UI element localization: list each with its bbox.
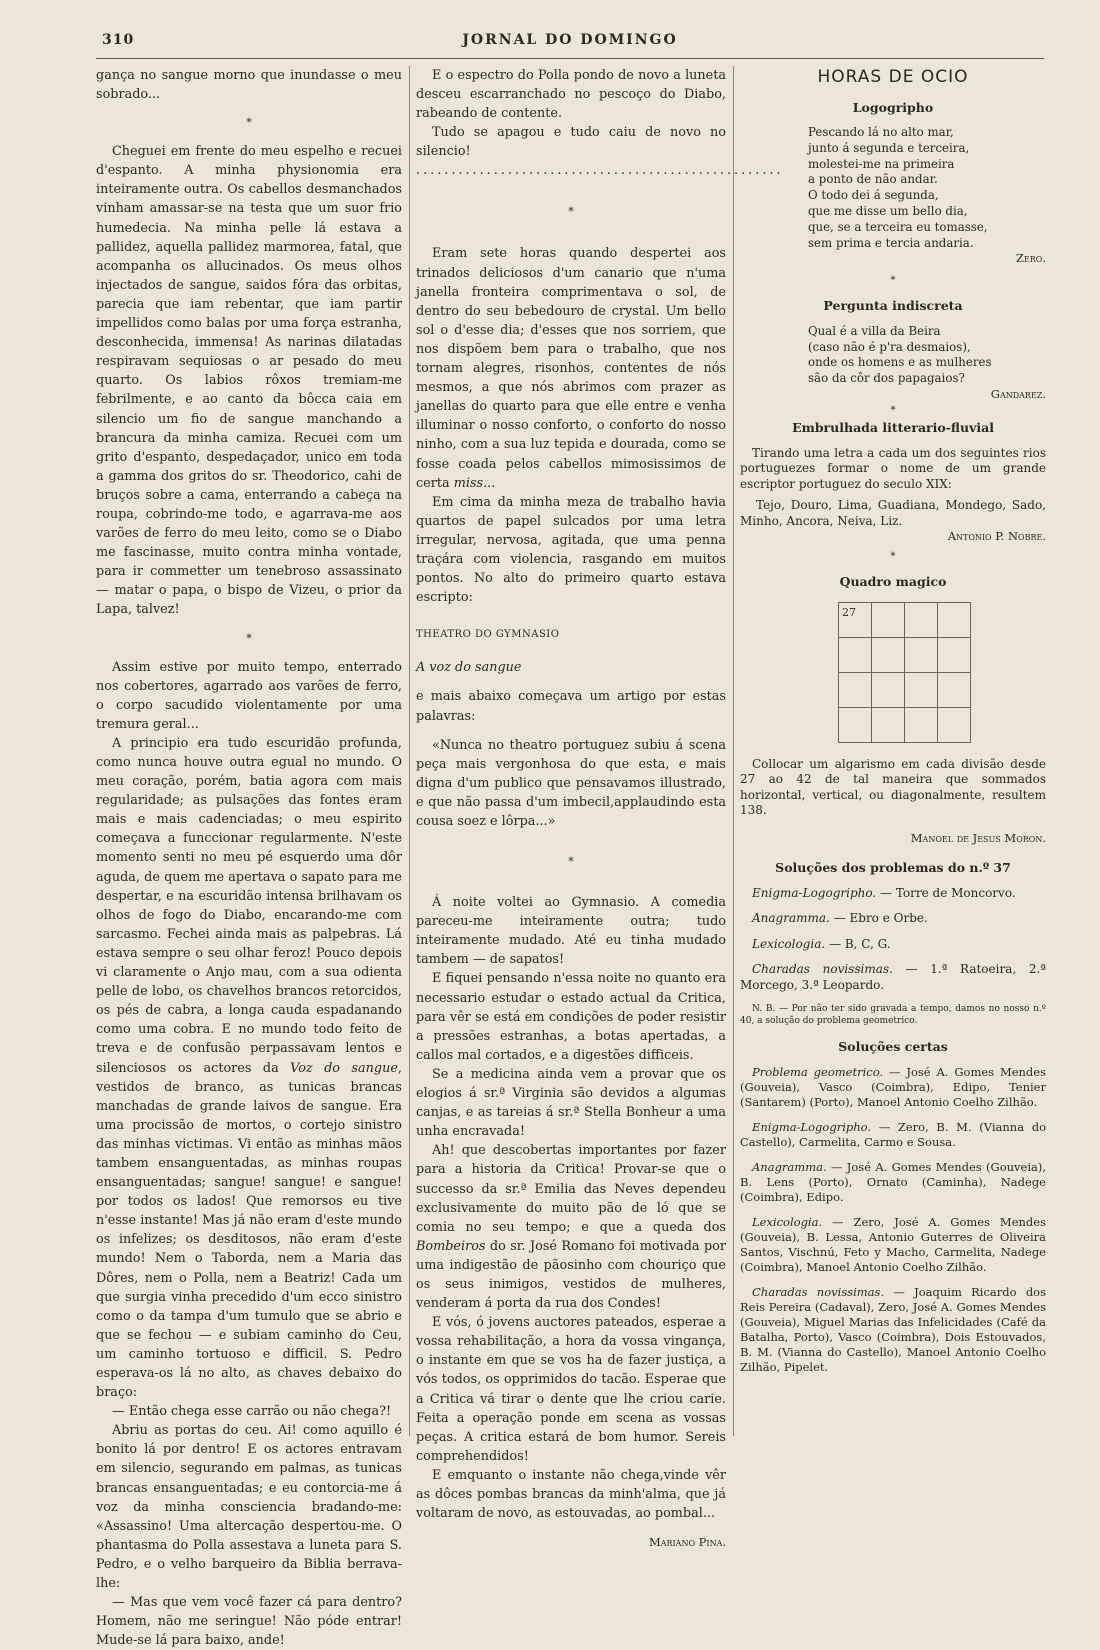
puzzle-title: Embrulhada litterario-fluvial (792, 420, 994, 436)
solution-label: Lexicologia. (752, 936, 826, 951)
solutions-list (740, 886, 1046, 1028)
paragraph: E fiquei pensando n'essa noite no quanto era necessario estudar o estado actual da Critica, para vêr se está em condições de poder resistir a pressões estranhas, a botas apertadas, a callos mal cortados, e a digestões difficeis. (416, 971, 726, 1063)
page-header (96, 30, 1044, 54)
verse-line: são da côr dos papagaios? (808, 371, 965, 386)
verse-line: que me disse um bello dia, (808, 203, 968, 218)
solution-text: — Ebro e Orbe. (833, 911, 928, 926)
paragraph: Tirando uma letra a cada um dos seguintes rios portuguezes formar o nome de um grande escriptor portuguez do seculo XIX: (740, 445, 1046, 491)
grid-cell (938, 602, 971, 637)
solution-label: Anagramma. (752, 911, 830, 926)
verse-line: que, se a terceira eu tomasse, (808, 219, 988, 234)
paragraph (416, 244, 726, 492)
solution-item (740, 911, 1046, 927)
solver-names: — Zero, B. M. (Vianna do Castello), Carmelita, Carmo e Sousa. (740, 1119, 1047, 1149)
solver-item (740, 1160, 1046, 1205)
puzzle-signature: Manoel de Jesus Moron. (910, 830, 1046, 845)
magic-square-grid (838, 602, 971, 743)
grid-cell (905, 707, 938, 742)
solution-text: — Torre de Moncorvo. (880, 885, 1016, 900)
puzzle-title: Logogripho (852, 99, 934, 115)
paragraph: Se a medicina ainda vem a provar que os elogios á sr.ª Virginia são devidos a algumas canjas, e as tareias á sr.ª Stella Bonheur a uma unha encravada! (416, 1066, 726, 1140)
solver-item (740, 1215, 1046, 1275)
puzzle-signature: Zero. (1015, 251, 1046, 266)
solver-item (740, 1065, 1046, 1110)
grid-cell (905, 637, 938, 672)
section-star: * (568, 205, 574, 219)
logogripho-verse (808, 125, 1046, 251)
paragraph: e mais abaixo começava um artigo por estas palavras: (416, 689, 726, 724)
paragraph: Collocar um algarismo em cada divisão desde 27 ao 42 de tal maneira que sommados horizontal, vertical, ou diagonalmente, resultem 138. (740, 756, 1046, 818)
puzzle-title: Quadro magico (839, 574, 947, 590)
paragraph (416, 1141, 726, 1313)
grid-cell (905, 602, 938, 637)
text-run: Eram sete horas quando despertei aos trinados deliciosos d'um canario que n'uma janella fronteira comprimentava o sol, de dentro do seu bebedouro de crystal. Um bello sol o d'esse dia; d'esses que nos sorriem, que nos dispõem bem para o trabalho, que nos tornam alegres, risonhos, contentes de nós mesmos, a que nós abrimos com prazer as janellas do quarto para que elle entre e venha illuminar o nosso conforto, o conforto do nosso ninho, com a sua luz tepida e dourada, como se fosse coada pelos cabellos mimosissimos de certa (416, 246, 726, 491)
column-divider (409, 66, 410, 1436)
paragraph: Tudo se apagou e tudo caiu de novo no silencio! (416, 125, 726, 160)
solution-label: Charadas novissimas. (752, 962, 893, 977)
grid-cell (938, 637, 971, 672)
grid-cell (905, 672, 938, 707)
solution-label: Charadas novissimas. (752, 1284, 885, 1299)
grid-cell (872, 672, 905, 707)
verse-line: junto á segunda e terceira, (808, 140, 970, 155)
section-star: * (890, 274, 896, 286)
puzzle-signature: Antonio P. Nobre. (947, 529, 1046, 544)
verse-line: a ponto de não andar. (808, 172, 938, 187)
play-title: Voz do sangue (290, 1060, 398, 1076)
text-run: A principio era tudo escuridão profunda, como nunca houve outra egual no mundo. O meu coração, porém, batia agora com mais regularidade; as pulsações das fontes eram mais e mais cadenciadas; o meu espirito começava a funccionar regularmente. N'este momento senti no meu pé esquerdo uma dôr aguda, de quem me apertava o sapato para me despertar, e na escuridão intensa brilhavam os olhos de fogo do Diabo, encarando-me com sarcasmo. Fechei ainda mais as palpebras. Lá estava sempre o seu olhar feroz! Pouco depois vi claramente o Anjo mau, com a sua odienta pelle de lobo, os chavelhos brancos retorcidos, os pés de cabra, a longa cauda espadanando como uma cobra. E no mundo todo feito de treva e de confusão perpassavam lentos e silenciosos os actores da (96, 735, 402, 1076)
verse-line: (caso não é p'ra desmaios), (808, 339, 971, 354)
paragraph: — Mas que vem você fazer cá para dentro? Homem, não me seringue! Não póde entrar! Mude-se lá para baixo, ande! (96, 1595, 402, 1649)
solution-label: Lexicologia. (752, 1214, 823, 1229)
verse-line: Pescando lá no alto mar, (808, 125, 954, 139)
solution-item (740, 962, 1046, 993)
paragraph: gança no sangue morno que inundasse o meu sobrado... (96, 68, 402, 103)
section-title: HORAS DE OCIO (817, 67, 969, 87)
verse-line: molestei-me na primeira (808, 156, 955, 171)
solution-label: Problema geometrico. (752, 1064, 884, 1079)
grid-cell (938, 707, 971, 742)
text-run: Ah! que descobertas importantes por fazer para a historia da Critica! Provar-se que o successo da sr.ª Emilia das Neves dependeu exclusivamente do muito pão de ló que se comia no seu tempo; e que a queda dos (416, 1143, 726, 1235)
grid-cell (872, 637, 905, 672)
solver-names: — Joaquim Ricardo dos Reis Pereira (Cadaval), Zero, José A. Gomes Mendes (Gouveia), Miguel Marias das Infelicidades (Café da Batalha, Porto), Vasco (Coimbra), Dois Estouvados, B. M. (Vianna do Castello), Manoel Antonio Coelho Zilhão, Pipelet. (740, 1284, 1047, 1374)
theatre-heading: THEATRO DO GYMNASIO (416, 629, 560, 641)
article-column-1 (96, 66, 402, 1650)
solver-item (740, 1285, 1046, 1375)
paragraph: Abriu as portas do ceu. Ai! como aquillo é bonito lá por dentro! E os actores entravam em silencio, segurando em palmas, as tunicas brancas ensanguentadas; e eu contorcia-me á voz da minha consciencia bradando-me: «Assassino! Uma altercação despertou-me. O phantasma do Polla assestava a luneta para S. Pedro, e o velho barqueiro da Biblia berrava-lhe: (96, 1423, 402, 1592)
article-column-2 (416, 66, 784, 1552)
solution-item (740, 886, 1046, 902)
grid-cell (872, 707, 905, 742)
italic-word: miss (453, 475, 484, 491)
page-number: 310 (102, 32, 135, 48)
solution-item (740, 937, 1046, 953)
section-star: * (246, 116, 252, 130)
author-signature: Mariano Pina. (648, 1535, 726, 1550)
play-title: A voz do sangue (416, 660, 522, 676)
correct-solvers-list (740, 1065, 1046, 1375)
paragraph: Em cima da minha meza de trabalho havia quartos de papel sulcados por uma letra irregular, nervosa, agitada, que uma penna traçára com violencia, rasgando em muitos pontos. No alto do primeiro quarto estava escripto: (416, 494, 726, 606)
grid-cell (938, 672, 971, 707)
solver-names: — Zero, José A. Gomes Mendes (Gouveia), B. Lessa, Antonio Guterres de Oliveira Santos, Vischnú, Feto y Macho, Carmelita, Nadege (Coimbra), Manoel Antonio Coelho Zilhão. (740, 1214, 1046, 1274)
grid-cell (839, 707, 872, 742)
solution-label: Anagramma. (752, 1159, 827, 1174)
grid-cell: 27 (839, 602, 872, 637)
solver-names: — José A. Gomes Mendes (Gouveia), B. Lens (Porto), Ornato (Caminha), Nadege (Coimbra), Edipo. (740, 1159, 1046, 1204)
solution-text: — 1.ª Ratoeira, 2.ª Morcego, 3.ª Leopardo. (740, 962, 1046, 992)
section-star: * (890, 550, 896, 562)
puzzle-signature: Gandarez. (990, 387, 1046, 402)
text-run: , vestidos de branco, as tunicas brancas manchadas de grande laivos de sangue. Era uma procissão de mortos, o cortejo sinistro das minhas victimas. Vi então as minhas mãos tambem ensanguentadas, as minhas roupas ensanguentadas; sangue! sangue! e sangue! por todos os lados! Que remorsos eu tive n'esse instante! Mas já não eram d'este mundo os infelizes; os desditosos, não eram d'este mundo! Nem o Taborda, nem a Maria das Dôres, nem o Polla, nem a Beatriz! Cada um que surgia vinha precedido d'um ecco sinistro como o da tampa d'um tumulo que se abrio e que se fechou — e subiam caminho do Ceu, um caminho tortuoso e difficil. S. Pedro esperava-os lá no alto, as chaves debaixo do braço: (96, 1060, 402, 1401)
puzzle-title: Pergunta indiscreta (823, 298, 963, 314)
verse-line: O todo dei á segunda, (808, 188, 939, 203)
nota-bene: N. B. — Por não ter sido gravada a tempo, damos no nosso n.º 40, a solução do problema geometrico. (740, 1004, 1046, 1027)
section-star: * (568, 855, 574, 869)
section-star: * (890, 404, 896, 416)
solutions-title: Soluções dos problemas do n.º 37 (775, 860, 1011, 876)
paragraph: E emquanto o instante não chega,vinde vêr as dôces pombas brancas da minh'alma, que já voltaram de novo, as estouvadas, ao pombal... (416, 1467, 726, 1522)
column-divider (733, 66, 734, 1436)
puzzles-column (740, 66, 1046, 1375)
verse-line: Qual é a villa da Beira (808, 323, 941, 338)
paragraph: Assim estive por muito tempo, enterrado nos cobertores, agarrado aos varões de ferro, o corpo sacudido violentamente por uma tremura geral... (96, 659, 402, 732)
solution-label: Enigma-Logogripho. (752, 1119, 872, 1134)
header-rule (96, 58, 1044, 59)
paragraph: E o espectro do Polla pondo de novo a luneta desceu escarranchado no pescoço do Diabo, rabeando de contente. (416, 68, 726, 122)
solver-names: — José A. Gomes Mendes (Gouveia), Vasco (Coimbra), Edipo, Tenier (Santarem) (Porto), Manoel Antonio Coelho Zilhão. (740, 1064, 1046, 1109)
text-run: do sr. José Romano foi motivada por uma indigestão de pãosinho com chouriço que os seus inimigos, vestidos de mulheres, venderam á porta da rua dos Condes! (416, 1238, 726, 1312)
pergunta-verse (808, 324, 1046, 387)
verse-line: sem prima e tercia andaria. (808, 235, 974, 250)
paragraph: Cheguei em frente do meu espelho e recuei d'espanto. A minha physionomia era inteiramente outra. Os cabellos desmanchados vinham amassar-se na testa que um suor frio humedecia. Na minha pelle lá estava a pallidez, aquella pallidez marmorea, fatal, que acompanha os allucinados. Os meus olhos injectados de sangue, saidos fóra das orbitas, parecia que iam rebentar, que iam partir impellidos como balas por uma força estranha, desconhecida, immensa! As narinas dilatadas respiravam sequiosas o ar pesado do meu quarto. Os labios rôxos tremiam-me febrilmente, e ao canto da bôcca caia em silencio um fio de sangue manchando a brancura da minha camiza. Recuei com um grito d'espanto, despedaçador, unico em toda a gamma dos gritos do sr. Theodorico, cahi de bruços sobre a cama, enterrando a cabeça na roupa, cobrindo-me todo, e agarrava-me aos varões de ferro do meu leito, como se o Diabo me fascinasse, muito contra minha vontade, para ir commetter um tenebroso assassinato — matar o papa, o bispo de Vizeu, o prior da Lapa, talvez! (96, 144, 402, 618)
text-run: ... (483, 475, 496, 491)
grid-cell (839, 672, 872, 707)
grid-cell (839, 637, 872, 672)
paragraph: — Então chega esse carrão ou não chega?! (112, 1404, 392, 1420)
dotted-separator: .................................................... (416, 163, 784, 179)
solution-label: Enigma-Logogripho. (752, 885, 877, 900)
paragraph (96, 734, 402, 1402)
play-title: Bombeiros (416, 1238, 486, 1254)
section-star: * (246, 631, 252, 645)
paragraph: E vós, ó jovens auctores pateados, esperae a vossa rehabilitação, a hora da vossa vingança, o instante em que se vos ha de fazer justiça, a vós todos, os opprimidos do tacão. Esperae que a Critica vá tirar o dente que lhe criou carie. Feita a operação ponde em scena as vossas peças. A critica estará de bom humor. Sereis comprehendidos! (416, 1315, 726, 1464)
quoted-review: «Nunca no theatro portuguez subiu á scena peça mais vergonhosa do que esta, e mais digna d'um publico que pensavamos illustrado, e que não passa d'um imbecil,applaudindo esta cousa soez e lôrpa...» (416, 737, 726, 829)
paragraph: Á noite voltei ao Gymnasio. A comedia pareceu-me inteiramente outra; tudo inteiramente mudado. Até eu tinha mudado tambem — de sapatos! (416, 895, 726, 968)
solution-text: — B, C, G. (829, 936, 891, 951)
solver-item (740, 1120, 1046, 1150)
solutions-title: Soluções certas (838, 1039, 948, 1055)
grid-cell (872, 602, 905, 637)
verse-line: onde os homens e as mulheres (808, 355, 992, 370)
river-list: Tejo, Douro, Lima, Guadiana, Mondego, Sado, Minho, Ancora, Neiva, Liz. (740, 498, 1046, 528)
journal-title: JORNAL DO DOMINGO (462, 32, 678, 48)
